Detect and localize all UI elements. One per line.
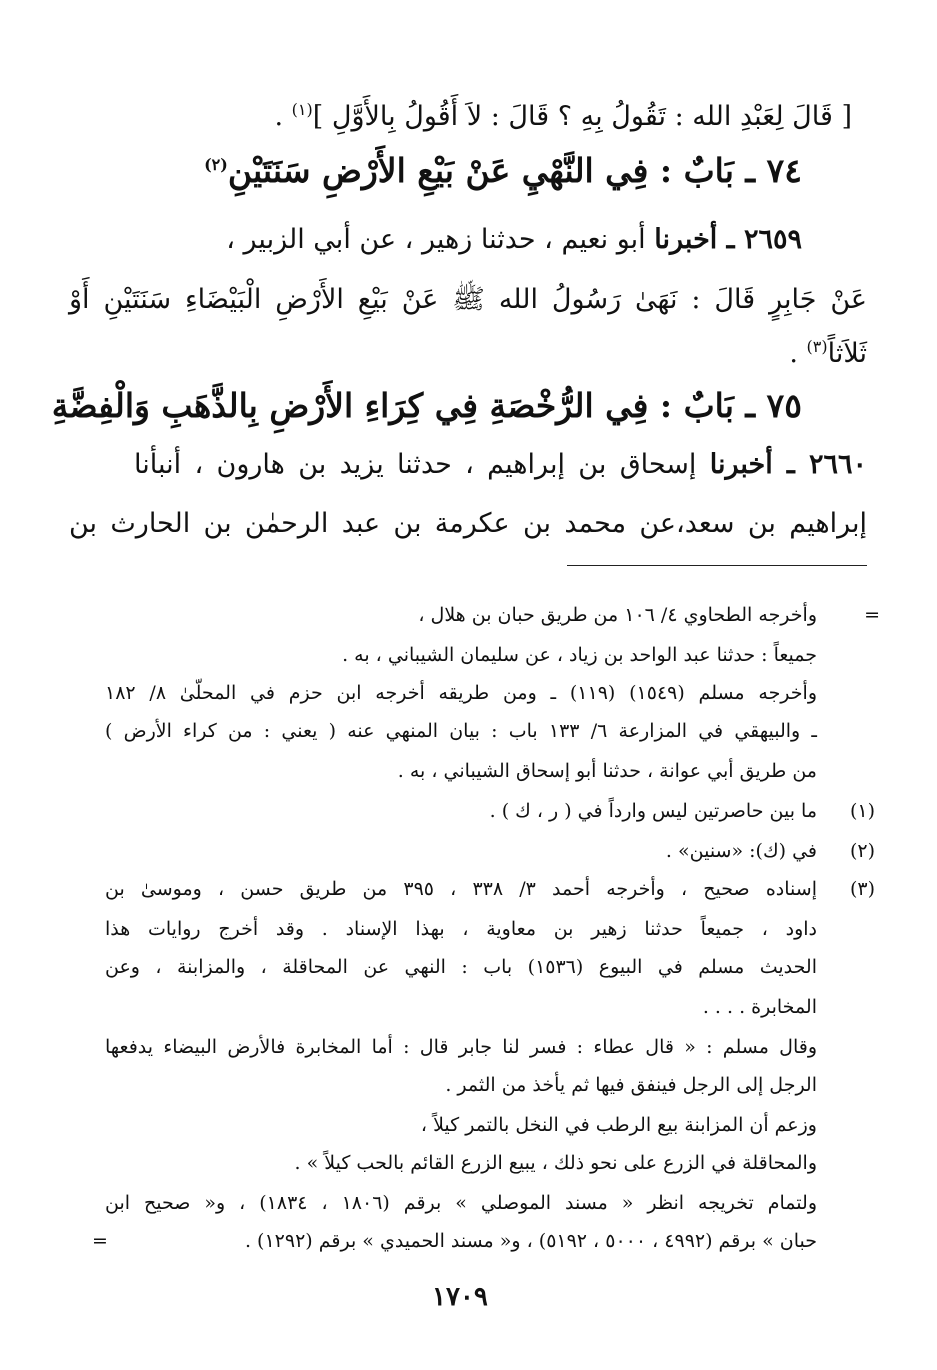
page-number: ١٧٠٩ [432, 1282, 488, 1312]
footnote-2-text: في (ك): «سنين» . [665, 840, 817, 862]
hadith-2660-text: إسحاق بن إبراهيم ، حدثنا يزيد بن هارون ، أنبأنا [134, 449, 697, 480]
hadith-2660-line-2 [69, 507, 867, 541]
chapter-heading-75 [52, 385, 802, 426]
hadith-2659-line-1 [226, 223, 802, 257]
quote-text: [ قَالَ لِعَبْدِ الله : تَقُولُ بِهِ ؟ قَالَ : لاَ أَقُولُ بِالأَوَّلِ ] [312, 101, 852, 132]
footnote-3-line-1: إسناده صحيح ، وأخرجه أحمد ٣/ ٣٣٨ ، ٣٩٥ من طريق حسن ، وموسىٰ بن [105, 878, 817, 900]
hadith-2659-matn-end: ثَلاَثاً [827, 338, 867, 369]
footnote-3-line-5: وقال مسلم : « قال عطاء : فسر لنا جابر قال : أما المخابرة فالأرض البيضاء يدفعها [105, 1036, 817, 1058]
footnote-3-line-7: وزعم أن المزابنة بيع الرطب في النخل بالتمر كيلاً ، [420, 1114, 817, 1136]
hadith-2660-line-1 [134, 448, 867, 482]
footnote-3-line-4: المخابرة . . . . [702, 996, 817, 1018]
footnote-continuation-line-4: ـ والبيهقي في المزارعة ٦/ ١٣٣ باب : بيان المنهي عنه ( يعني : من كراء الأرض ) [105, 720, 817, 742]
footnote-ref-1: (١) [291, 100, 313, 119]
footnote-continuation-line-2: جميعاً : حدثنا عبد الواحد بن زياد ، عن سليمان الشيباني ، به . [342, 644, 817, 666]
hadith-2659-text: أبو نعيم ، حدثنا زهير ، عن أبي الزبير ، [226, 224, 646, 255]
chapter-heading-74-text: ٧٤ ـ بَابٌ : فِي النَّهْيِ عَنْ بَيْعِ الأَرْضِ سَنَتَيْنِ [227, 151, 802, 190]
chapter-heading-75-text: ٧٥ ـ بَابٌ : فِي الرُّخْصَةِ فِي كِرَاءِ الأَرْضِ بِالذَّهَبِ وَالْفِضَّةِ [51, 386, 802, 425]
hadith-2659-line-3 [789, 337, 867, 371]
footnote-2-number: (٢) [849, 840, 875, 862]
footnote-ref-3: (٣) [806, 337, 828, 356]
footnote-1-number: (١) [849, 800, 875, 822]
quote-end: . [274, 101, 284, 132]
hadith-2659-number: ٢٦٥٩ ـ أخبرنا [654, 224, 802, 255]
footnote-continuation-line-5: من طريق أبي عوانة ، حدثنا أبو إسحاق الشيباني ، به . [397, 760, 817, 782]
footnote-continuation-line-1: وأخرجه الطحاوي ٤/ ١٠٦ من طريق حبان بن هلال ، [418, 604, 817, 626]
footnote-3-line-3: الحديث مسلم في البيوع (١٥٣٦) باب : النهي عن المحاقلة ، والمزابنة ، وعن [105, 956, 817, 978]
footnote-1-text: ما بين حاصرتين ليس وارداً في ( ر ، ك ) . [489, 800, 817, 822]
hadith-2659-line-2 [69, 283, 867, 317]
hadith-2660-isnad: إبراهيم بن سعد،عن محمد بن عكرمة بن عبد الرحمٰن بن الحارث بن [69, 508, 867, 539]
footnote-continuation-line-3: وأخرجه مسلم (١٥٤٩) (١١٩) ـ ومن طريقه أخرجه ابن حزم في المحلّىٰ ٨/ ١٨٢ [105, 682, 817, 704]
footnote-continuation-marker: = [864, 604, 880, 626]
hadith-2659-matn: عَنْ جَابِرٍ قَالَ : نَهَىٰ رَسُولُ الله ﷺ عَنْ بَيْعِ الأَرْضِ الْبَيْضَاءِ سَنَتَيْنِ أَوْ [69, 284, 867, 315]
footnote-end-marker: = [92, 1230, 108, 1252]
footnote-3-number: (٣) [849, 878, 875, 900]
footnote-3-line-8: والمحاقلة في الزرع على نحو ذلك ، يبيع الزرع القائم بالحب كيلاً » . [294, 1152, 817, 1174]
footnote-ref-2: (٢) [204, 155, 228, 174]
footnote-separator [567, 565, 867, 566]
footnote-3-line-2: داود ، جميعاً حدثنا زهير بن معاوية ، بهذا الإسناد . وقد أخرج روايات هذا [105, 918, 817, 940]
hadith-2659-period: . [789, 338, 798, 369]
footnote-3-line-10: حبان » برقم (٤٩٩٢ ، ٥٠٠٠ ، ٥١٩٢) ، و« مسند الحميدي » برقم (١٢٩٢) . [244, 1230, 817, 1252]
hadith-2660-number: ٢٦٦٠ ـ أخبرنا [709, 449, 867, 480]
chapter-heading-74 [204, 150, 802, 191]
footnote-3-line-9: ولتمام تخريجه انظر « مسند الموصلي » برقم (١٨٠٦ ، ١٨٣٤) ، و« صحيح ابن [105, 1192, 817, 1214]
quote-line [274, 100, 852, 134]
footnote-3-line-6: الرجل إلى الرجل فينفق فيها ثم يأخذ من الثمر . [445, 1074, 817, 1096]
